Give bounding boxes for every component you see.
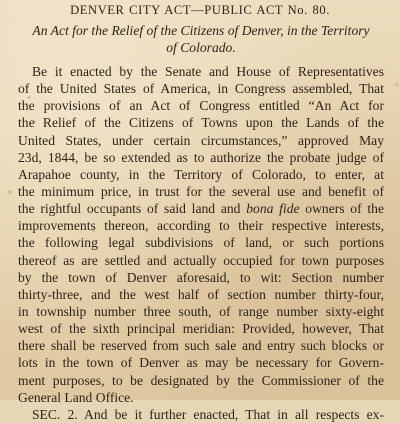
body-line: United States, under certain circumstances,” approved May [18, 132, 384, 148]
foxing-spot [8, 190, 12, 194]
body-line: thereof as are settled and actually occupied for town purposes [18, 252, 384, 268]
act-subtitle-line: An Act for the Relief of the Citizens of Denver, in the Territory [32, 23, 370, 38]
body-line: Arapahoe county, in the Territory of Colorado, to enter, at [18, 166, 384, 182]
body-line: Be it enacted by the Senate and House of Representatives [32, 64, 384, 79]
body-line: by the town of Denver aforesaid, to wit: Section number [18, 269, 384, 285]
body-line: the minimum price, in trust for the several use and benefit of [18, 183, 384, 199]
act-body [18, 63, 384, 423]
body-line: west of the sixth principal meridian: Provided, however, That [18, 321, 384, 337]
body-line: 23d, 1844, be so extended as to authorize the probate judge of [18, 149, 384, 165]
body-line: ment purposes, to be designated by the Commissioner of the [18, 372, 384, 388]
body-line [18, 200, 384, 217]
bona-fide-italic: bona fide [246, 201, 300, 217]
body-line: thirty-three, and the west half of section number thirty-four, [18, 286, 384, 302]
body-line: of the United States of America, in Congress assembled, That [18, 81, 384, 97]
body-line-text: the rightful occupants of said land and [18, 201, 241, 217]
act-heading: DENVER CITY ACT—PUBLIC ACT No. 80. [70, 3, 330, 17]
foxing-spot [395, 83, 398, 86]
body-line: improvements thereon, according to their respective interests, [18, 218, 384, 234]
body-line-text: owners of the [305, 201, 384, 217]
body-line: lots in the town of Denver as may be necessary for Govern- [18, 355, 384, 371]
body-line: in township number three south, of range number sixty-eight [18, 303, 384, 319]
section-2-line: SEC. 2. And be it further enacted, That in all respects ex- [32, 406, 384, 422]
body-line: the provisions of an Act of Congress entitled “An Act for [18, 98, 384, 114]
body-line: the Relief of the Citizens of Towns upon the Lands of the [18, 115, 384, 131]
body-line: there shall be reserved from such sale and entry such blocks or [18, 338, 384, 354]
act-subtitle-line: of Colorado. [166, 40, 236, 55]
body-line: General Land Office. [18, 389, 134, 405]
act-subtitle [18, 22, 384, 56]
body-line: the following legal subdivisions of land, or such portions [18, 235, 384, 251]
